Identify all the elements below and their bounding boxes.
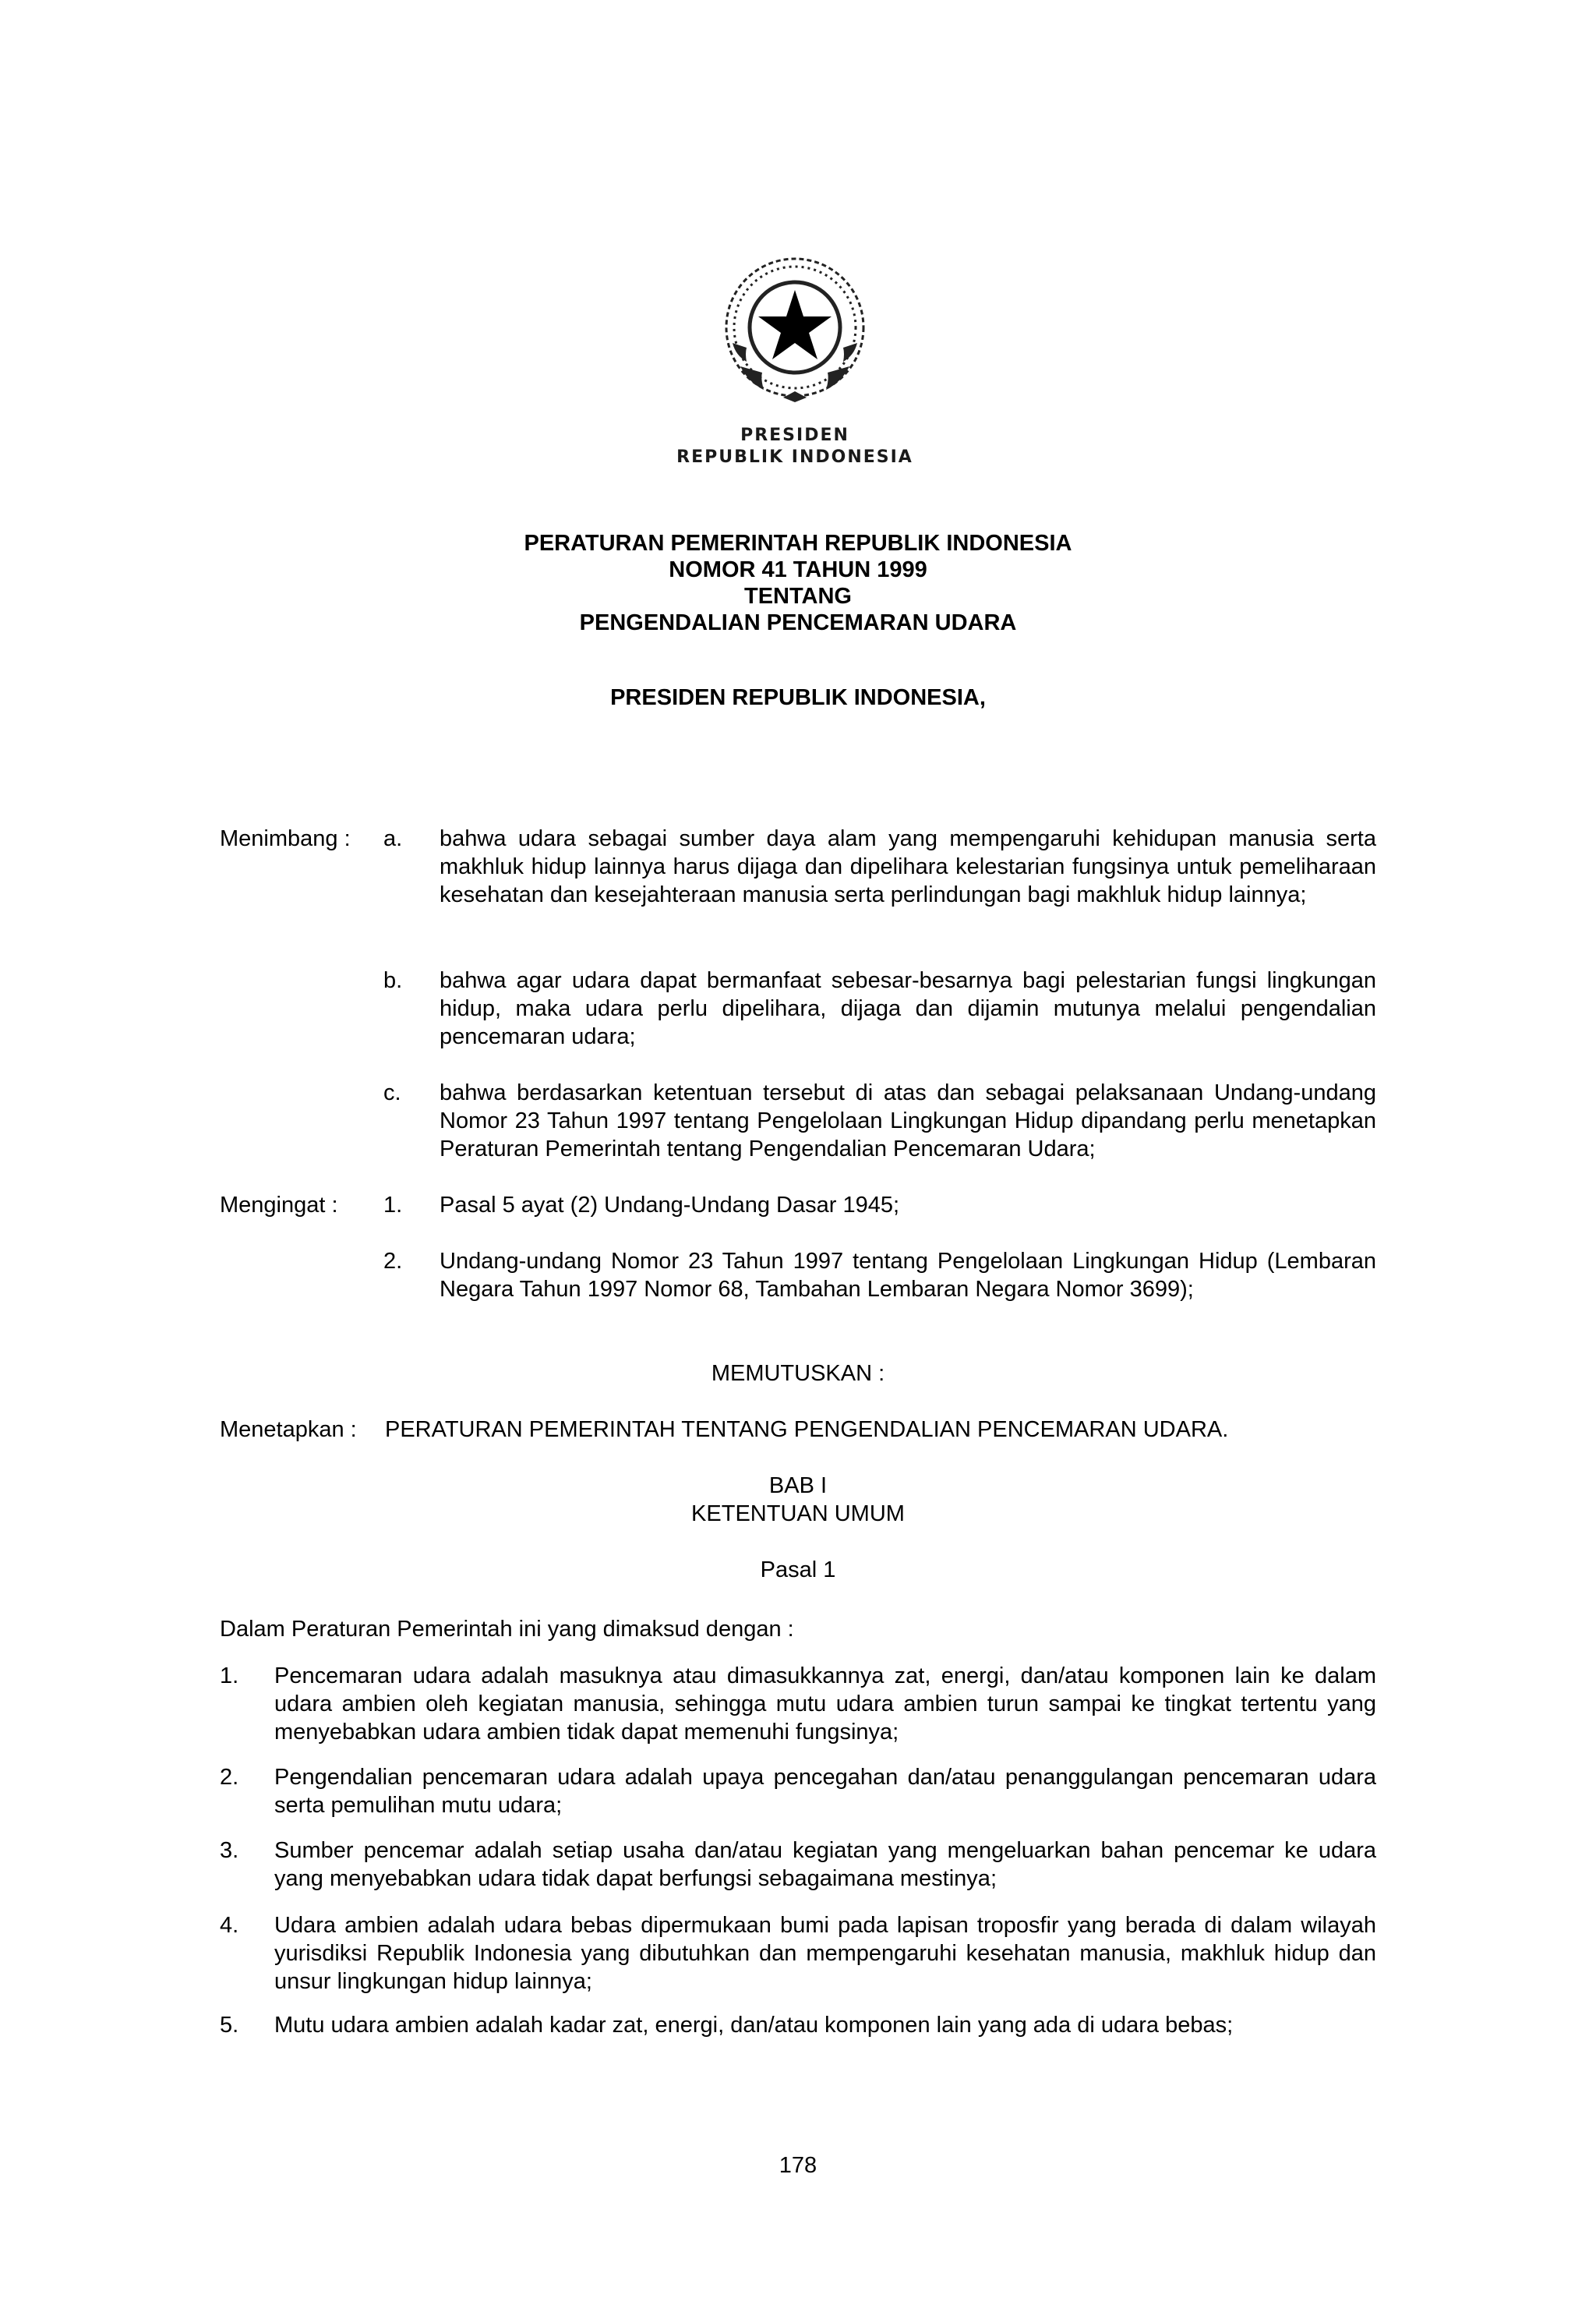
menimbang-a-mark: a.	[383, 826, 403, 851]
menimbang-b-mark: b.	[383, 968, 403, 993]
garuda-star-emblem-icon	[709, 249, 881, 413]
menimbang-a-text: bahwa udara sebagai sumber daya alam yang mempengaruhi kehidupan manusia serta makhluk hidup lainnya harus dijaga dan dipelihara kelestarian fungsinya untuk pemeliharaan kesehatan dan kesejahteraan manusia serta perlindungan bagi makhluk hidup lainnya;	[440, 826, 1376, 907]
issuer-heading: PRESIDEN REPUBLIK INDONESIA,	[610, 685, 986, 710]
regulation-title-line1: PERATURAN PEMERINTAH REPUBLIK INDONESIA	[524, 531, 1072, 556]
mengingat-2-text: Undang-undang Nomor 23 Tahun 1997 tentang Pengelolaan Lingkungan Hidup (Lembaran Negara Tahun 1997 Nomor 68, Tambahan Lembaran Negara Nomor 3699);	[440, 1249, 1376, 1302]
menimbang-c-mark: c.	[383, 1080, 401, 1105]
definition-2-text: Pengendalian pencemaran udara adalah upaya pencegahan dan/atau penanggulangan pencemaran udara serta pemulihan mutu udara;	[274, 1765, 1376, 1818]
emblem-caption-president: PRESIDEN	[740, 426, 849, 445]
menetapkan-label: Menetapkan :	[220, 1417, 357, 1442]
regulation-tentang: TENTANG	[743, 584, 852, 609]
definition-4-text: Udara ambien adalah udara bebas dipermukaan bumi pada lapisan troposfir yang berada di dalam wilayah yurisdiksi Republik Indonesia yang dibutuhkan dan mempengaruhi kesehatan manusia, makhluk hidup dan unsur lingkungan hidup lainnya;	[274, 1913, 1376, 1994]
regulation-subject: PENGENDALIAN PENCEMARAN UDARA	[579, 610, 1017, 635]
chapter-title: KETENTUAN UMUM	[691, 1501, 905, 1526]
definition-5-mark: 5.	[220, 2013, 239, 2038]
menimbang-label: Menimbang :	[220, 826, 351, 851]
menetapkan-text: PERATURAN PEMERINTAH TENTANG PENGENDALIAN PENCEMARAN UDARA.	[385, 1417, 1229, 1442]
mengingat-1-text: Pasal 5 ayat (2) Undang-Undang Dasar 1945;	[440, 1193, 900, 1218]
memutuskan-heading: MEMUTUSKAN :	[711, 1361, 885, 1386]
definition-1-mark: 1.	[220, 1663, 239, 1688]
mengingat-label: Mengingat :	[220, 1193, 338, 1218]
mengingat-1-mark: 1.	[383, 1193, 403, 1218]
definition-3-text: Sumber pencemar adalah setiap usaha dan/atau kegiatan yang mengeluarkan bahan pencemar ke udara yang menyebabkan udara tidak dapat berfungsi sebagaimana mestinya;	[274, 1838, 1376, 1891]
definition-3-mark: 3.	[220, 1838, 239, 1863]
definition-5-text: Mutu udara ambien adalah kadar zat, energi, dan/atau komponen lain yang ada di udara bebas;	[274, 2013, 1234, 2038]
definitions-intro: Dalam Peraturan Pemerintah ini yang dimaksud dengan :	[220, 1617, 794, 1642]
definition-4-mark: 4.	[220, 1913, 239, 1938]
menimbang-c-text: bahwa berdasarkan ketentuan tersebut di atas dan sebagai pelaksanaan Undang-undang Nomor 23 Tahun 1997 tentang Pengelolaan Lingkungan Hidup dipandang perlu menetapkan Peraturan Pemerintah tentang Pengendalian Pencemaran Udara;	[440, 1080, 1376, 1161]
page-number: 178	[779, 2153, 817, 2178]
definition-2-mark: 2.	[220, 1765, 239, 1790]
chapter-number: BAB I	[768, 1473, 828, 1498]
definition-1-text: Pencemaran udara adalah masuknya atau dimasukkannya zat, energi, dan/atau komponen lain ke dalam udara ambien oleh kegiatan manusia, sehingga mutu udara ambien turun sampai ke tingkat tertentu yang menyebabkan udara ambien tidak dapat memenuhi fungsinya;	[274, 1663, 1376, 1745]
article-heading: Pasal 1	[760, 1557, 836, 1582]
regulation-number: NOMOR 41 TAHUN 1999	[669, 557, 927, 582]
menimbang-b-text: bahwa agar udara dapat bermanfaat sebesar-besarnya bagi pelestarian fungsi lingkungan hidup, maka udara perlu dipelihara, dijaga dan dijamin mutunya melalui pengendalian pencemaran udara;	[440, 968, 1376, 1049]
mengingat-2-mark: 2.	[383, 1249, 403, 1274]
emblem-caption-republic: REPUBLIK INDONESIA	[676, 447, 913, 467]
